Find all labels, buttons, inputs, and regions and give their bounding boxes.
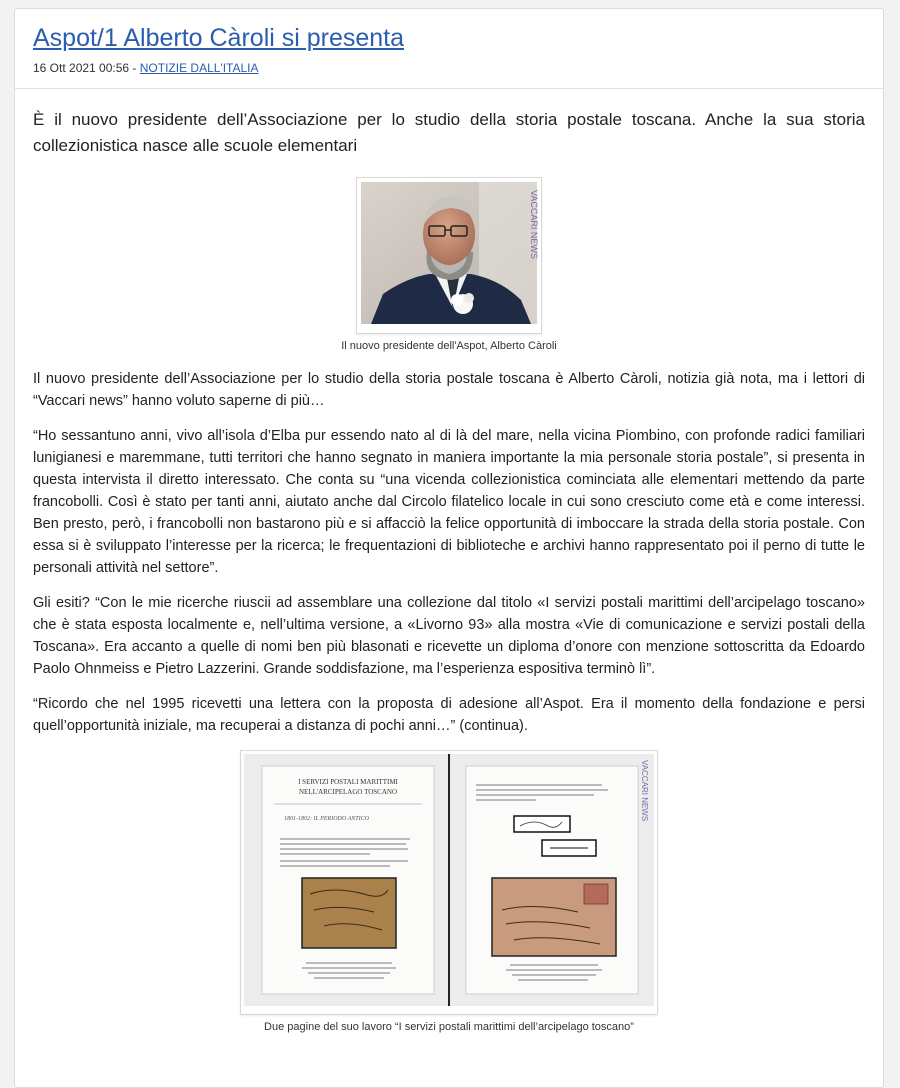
article-title-link[interactable]: Aspot/1 Alberto Càroli si presenta <box>33 24 405 52</box>
category-link[interactable]: NOTIZIE DALL'ITALIA <box>139 61 259 75</box>
paragraph-3: Gli esiti? “Con le mie ricerche riuscii ad assemblare una collezione dal titolo «I servizi postali marittimi dell’arcipelago toscano» che è stata esposta localmente e, nell’ultima versione, a «Livorno 93» alla mostra «Vie di comunicazione e servizi postali della Toscana». Era accanto a quelle di nomi ben più blasonati e ricevette un diploma d’onore con menzione sottoscritta da Edoardo Paolo Ohnmeiss e Pietro Lazzerini. Grande soddisfazione, ma l’esperienza espositiva terminò lì”. <box>33 595 865 677</box>
article-body <box>15 89 883 1033</box>
left-page-title-line1: I SERVIZI POSTALI MARITTIMI <box>298 778 398 786</box>
portrait-photo <box>361 182 537 324</box>
article-header <box>15 9 883 89</box>
exhibit-pages-photo <box>244 754 654 1006</box>
pages-watermark: VACCARI NEWS <box>640 760 649 822</box>
pages-frame <box>240 750 658 1015</box>
portrait-figure <box>33 177 865 352</box>
paragraph-4: “Ricordo che nel 1995 ricevetti una lettera con la proposta di adesione all’Aspot. Era il momento della fondazione e persi quell’opportunità iniziale, ma recuperai a distanza di pochi anni…” (continua). <box>33 696 865 734</box>
article-meta <box>33 61 865 75</box>
meta-separator: - <box>129 61 140 75</box>
article-date: 16 Ott 2021 00:56 <box>33 61 130 75</box>
article-card <box>14 8 884 1088</box>
portrait-frame <box>356 177 542 334</box>
left-page-title-line2: NELL'ARCIPELAGO TOSCANO <box>298 788 398 796</box>
paragraph-2: “Ho sessantuno anni, vivo all’isola d’Elba pur essendo nato al di là del mare, nella vicina Piombino, con profonde radici familiari lunigianesi e maremmane, tutti territori che hanno segnato in maniera importante la mia personale storia postale”, si presenta in questa intervista il diretto interessato. Che conta su “una vicenda collezionistica cominciata alle elementari mettendo da parte francobolli. Così è stato per tanti anni, aiutato anche dal Circolo filatelico locale in cui sono cresciuto come età e come interessi. Ben presto, però, i francobolli non bastarono più e si affacciò la felice opportunità di imboccare la strada della storia postale. Con essa si è sviluppato l’interesse per la ricerca; le frequentazioni di biblioteche e archivi hanno rappresentato poi il perno di tutte le personali attività nel settore”. <box>33 428 865 576</box>
article-lead: È il nuovo presidente dell’Associazione per lo studio della storia postale toscana. Anche la sua storia collezionistica nasce alle scuole elementari <box>33 110 865 155</box>
pages-caption: Due pagine del suo lavoro “I servizi postali marittimi dell’arcipelago toscano” <box>264 1021 634 1033</box>
paragraph-1: Il nuovo presidente dell’Associazione per lo studio della storia postale toscana è Alberto Càroli, notizia già nota, ma i lettori di “Vaccari news” hanno voluto saperne di più… <box>33 371 865 409</box>
left-page-section: 1801-1802: IL PERIODO ANTICO <box>284 816 369 822</box>
portrait-caption: Il nuovo presidente dell'Aspot, Alberto Càroli <box>341 340 557 352</box>
pages-figure <box>33 750 865 1033</box>
photo-watermark: VACCARI NEWS <box>529 190 539 259</box>
